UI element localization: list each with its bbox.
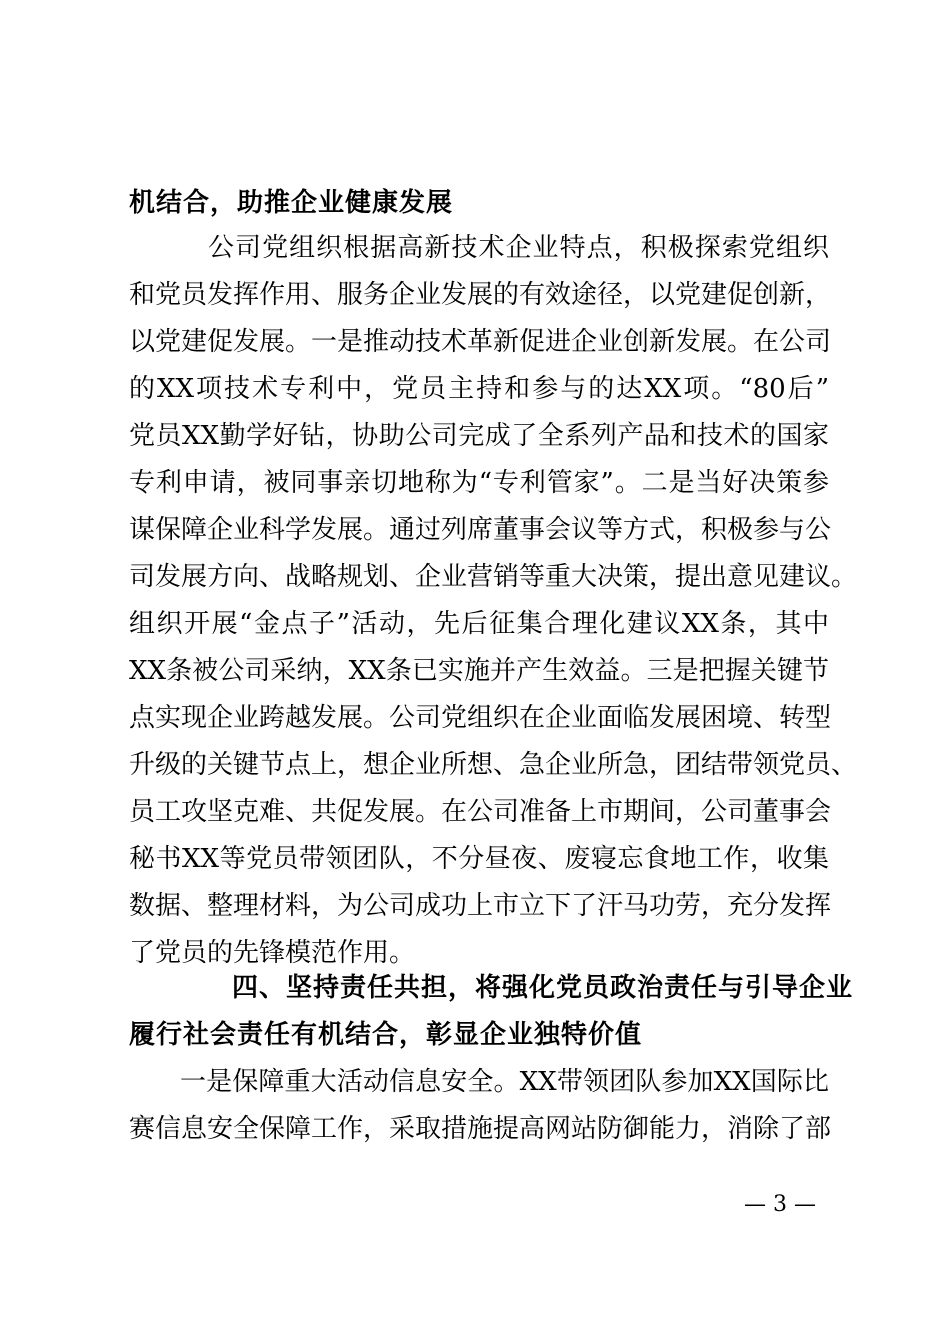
paragraph-line: 以党建促发展。一是推动技术革新促进企业创新发展。在公司 — [129, 327, 832, 357]
section-heading: 履行社会责任有机结合，彰显企业独特价值 — [129, 1020, 643, 1050]
paragraph-line: 专利申请，被同事亲切地称为“专利管家”。二是当好决策参 — [129, 468, 829, 498]
paragraph-line: 组织开展“金点子”活动，先后征集合理化建议XX条，其中 — [129, 609, 829, 639]
paragraph-line: 了党员的先锋模范作用。 — [129, 938, 416, 968]
paragraph-line: 党员XX勤学好钻，协助公司完成了全系列产品和技术的国家 — [129, 421, 829, 451]
paragraph-line: 谋保障企业科学发展。通过列席董事会议等方式，积极参与公 — [129, 515, 832, 545]
paragraph-line: 秘书XX等党员带领团队，不分昼夜、废寝忘食地工作，收集 — [129, 844, 829, 874]
paragraph-line: 点实现企业跨越发展。公司党组织在企业面临发展困境、转型 — [129, 703, 832, 733]
paragraph-line: 升级的关键节点上，想企业所想、急企业所急，团结带领党员、 — [129, 750, 858, 780]
paragraph-line: 公司党组织根据高新技术企业特点，积极探索党组织 — [208, 233, 829, 263]
paragraph-line: 和党员发挥作用、服务企业发展的有效途径，以党建促创新， — [129, 280, 832, 310]
paragraph-line: 的XX项技术专利中，党员主持和参与的达XX项。“80后” — [129, 374, 829, 404]
paragraph-line: 赛信息安全保障工作，采取措施提高网站防御能力，消除了部 — [129, 1114, 832, 1144]
section-heading-continuation: 机结合，助推企业健康发展 — [129, 188, 454, 218]
paragraph-line: 数据、整理材料，为公司成功上市立下了汗马功劳，充分发挥 — [129, 891, 832, 921]
section-heading: 四、坚持责任共担，将强化党员政治责任与引导企业 — [232, 973, 854, 1003]
paragraph-line: 司发展方向、战略规划、企业营销等重大决策，提出意见建议。 — [129, 562, 858, 592]
paragraph-line: XX条被公司采纳，XX条已实施并产生效益。三是把握关键节 — [129, 656, 829, 686]
paragraph-line: 员工攻坚克难、共促发展。在公司准备上市期间，公司董事会 — [129, 797, 832, 827]
paragraph-line: 一是保障重大活动信息安全。XX带领团队参加XX国际比 — [180, 1067, 829, 1097]
page-number: — 3 — — [744, 1192, 816, 1217]
